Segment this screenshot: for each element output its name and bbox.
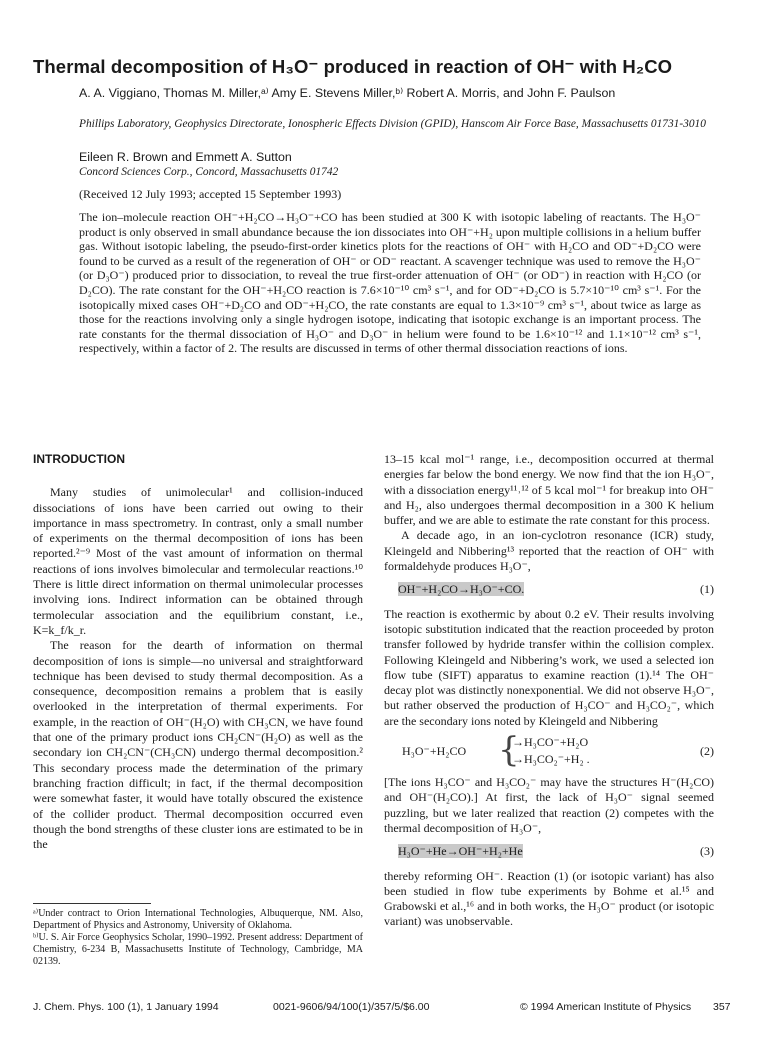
intro-paragraph-2: The reason for the dearth of information on thermal decomposition of ions is simple—no universal and straightforward technique has been devised to study thermal decomposition. As a consequence, decomposition remains a problem that is easily overlooked in the interpretation of thermal experiments. For example, in the reaction of OH⁻(H₂O) with CH₃CN, we have found that one of the primary product ions CH₂CN⁻(H₂O) as well as the secondary ion CH₂CN⁻(CH₃CN) undergo thermal decomposition.² This secondary process made the determination of the primary branching fraction difficult; in fact, if the thermal decomposition were somewhat faster, it would have totally obscured the existence of the collider product. Thermal decomposition occurred even though the bond strengths of these cluster ions are estimated to be in the <box>33 638 363 852</box>
right-column <box>384 452 714 930</box>
footer-journal: J. Chem. Phys. 100 (1), 1 January 1994 <box>33 1001 219 1013</box>
equation-2-number: (2) <box>700 744 714 759</box>
equation-2-brace: { <box>498 730 520 771</box>
right-paragraph-1: 13–15 kcal mol⁻¹ range, i.e., decomposition occurred at thermal energies far below the bond energy. We now find that the ion H₃O⁻, with a dissociation energy¹¹˒¹² of 5 kcal mol⁻¹ for breakup into OH⁻ and H₂, also undergoes thermal decomposition in a 300 K helium buffer, and we are able to estimate the rate constant for this process. <box>384 452 714 528</box>
footer-code: 0021-9606/94/100(1)/357/5/$6.00 <box>273 1001 430 1013</box>
equation-3-text: H₃O⁻+He→OH⁻+H₂+He <box>398 844 523 859</box>
right-paragraph-4: [The ions H₃CO⁻ and H₃CO₂⁻ may have the structures H⁻(H₂CO) and OH⁻(H₂CO).] At first, the lack of H₃O⁻ signal seemed puzzling, but we later realized that reaction (2) competes with the thermal decomposition of H₃O⁻, <box>384 775 714 835</box>
equation-3 <box>384 844 714 859</box>
right-paragraph-5: thereby reforming OH⁻. Reaction (1) (or isotopic variant) has also been studied in flow tube experiments by Bohme et al.¹⁵ and Grabowski et al.,¹⁶ and in both works, the H₃O⁻ product (or isotopic variant) was unobservable. <box>384 868 714 929</box>
author-list-2: Eileen R. Brown and Emmett A. Sutton <box>79 150 292 164</box>
equation-1-number: (1) <box>700 582 714 597</box>
equation-2-product-top: →H₃CO⁻+H₂O <box>512 735 589 750</box>
footer-page-number: 357 <box>713 1001 731 1013</box>
abstract: The ion–molecule reaction OH⁻+H₂CO→H₃O⁻+CO has been studied at 300 K with isotopic labeling of reactants. The H₃O⁻ product is only observed in small abundance because the ion dissociates into OH⁻+H₂ upon multiple collisions in a helium buffer gas. Without isotopic labeling, the pseudo-first-order kinetics plots for the reactions of OH⁻ with H₂CO and OD⁻+D₂CO were found to be curved as a result of the regeneration of OH⁻ or OD⁻ reactant. A scavenger technique was used to remove the H₃O⁻ (or D₃O⁻) produced prior to dissociation, to reveal the true first-order attenuation of OH⁻ (or OD⁻) in reaction with H₂CO (or D₂CO). The rate constant for the OH⁻+H₂CO reaction is 7.6×10⁻¹⁰ cm³ s⁻¹, and for OD⁻+D₂CO is 5.7×10⁻¹⁰ cm³ s⁻¹. For the isotopically mixed cases OH⁻+D₂CO and OD⁻+H₂CO, the rate constants are equal to 1.3×10⁻⁹ cm³ s⁻¹, about twice as large as those for the reactions involving only a single hydrogen isotope, indicating that isotopic exchange is an important process. The rate constants for the thermal dissociation of H₃O⁻ and D₃O⁻ in helium were found to be 1.6×10⁻¹² and 1.1×10⁻¹² cm³ s⁻¹, respectively, within a factor of 2. The results are discussed in terms of other thermal dissociation reactions of ions. <box>79 210 701 356</box>
right-paragraph-3: The reaction is exothermic by about 0.2 eV. Their results involving isotopic substitution indicated that the reaction proceeded by proton transfer followed by hydride transfer within the collision complex. Following Kleingeld and Nibbering’s work, we used a selected ion flow tube (SIFT) apparatus to examine reaction (1).¹⁴ The OH⁻ decay plot was distinctly nonexponential. We did not observe H₃O⁻, but rather observed the production of H₃CO⁻ and H₃CO₂⁻, which are the secondary ions noted by Kleingeld and Nibbering <box>384 606 714 728</box>
intro-paragraph-1: Many studies of unimolecular¹ and collision-induced dissociations of ions have been carried out owing to their importance in mass spectrometry. In contrast, only a small number of experiments on the thermal decomposition of ions has been reported.²⁻⁹ Most of the vast amount of information on thermal reactions of ions involves bimolecular and termolecular reactions.¹⁰ There is little direct information on thermal unimolecular processes involving ions. Indirect information can be obtained through termolecular association and the equilibrium constant, i.e., K=k_f/k_r. <box>33 485 363 637</box>
affiliation-1: Phillips Laboratory, Geophysics Directorate, Ionospheric Effects Division (GPID), Hanscom Air Force Base, Massachusetts 01731-3010 <box>79 118 706 130</box>
footnote-a: ᵃ⁾Under contract to Orion International Technologies, Albuquerque, NM. Also, Department of Physics and Astronomy, University of Oklahoma. <box>33 908 363 931</box>
author-list-1: A. A. Viggiano, Thomas M. Miller,ᵃ⁾ Amy E. Stevens Miller,ᵇ⁾ Robert A. Morris, and John F. Paulson <box>79 86 616 100</box>
equation-1 <box>384 582 714 597</box>
article-title: Thermal decomposition of H₃O⁻ produced in reaction of OH⁻ with H₂CO <box>33 56 673 77</box>
right-paragraph-2: A decade ago, in an ion-cyclotron resonance (ICR) study, Kleingeld and Nibbering¹³ reported that the reaction of OH⁻ with formaldehyde produces H₃O⁻, <box>384 528 714 574</box>
equation-2-reactants: H₃O⁻+H₂CO <box>402 744 467 759</box>
section-heading-introduction: INTRODUCTION <box>33 452 125 466</box>
received-dates: (Received 12 July 1993; accepted 15 September 1993) <box>79 187 342 201</box>
footnote-rule <box>33 903 151 904</box>
equation-2-product-bottom: →H₃CO₂⁻+H₂ . <box>512 752 590 767</box>
left-column <box>33 452 363 852</box>
equation-2 <box>384 730 714 771</box>
footnotes <box>33 908 363 968</box>
equation-3-number: (3) <box>700 844 714 859</box>
equation-1-text: OH⁻+H₂CO→H₃O⁻+CO. <box>398 582 525 597</box>
affiliation-2: Concord Sciences Corp., Concord, Massachusetts 01742 <box>79 166 339 178</box>
footnote-b: ᵇ⁾U. S. Air Force Geophysics Scholar, 1990–1992. Present address: Department of Chemistry, 6-234 B, Massachusetts Institute of Technology, Cambridge, MA 02139. <box>33 932 363 967</box>
footer-copyright: © 1994 American Institute of Physics <box>520 1001 692 1013</box>
